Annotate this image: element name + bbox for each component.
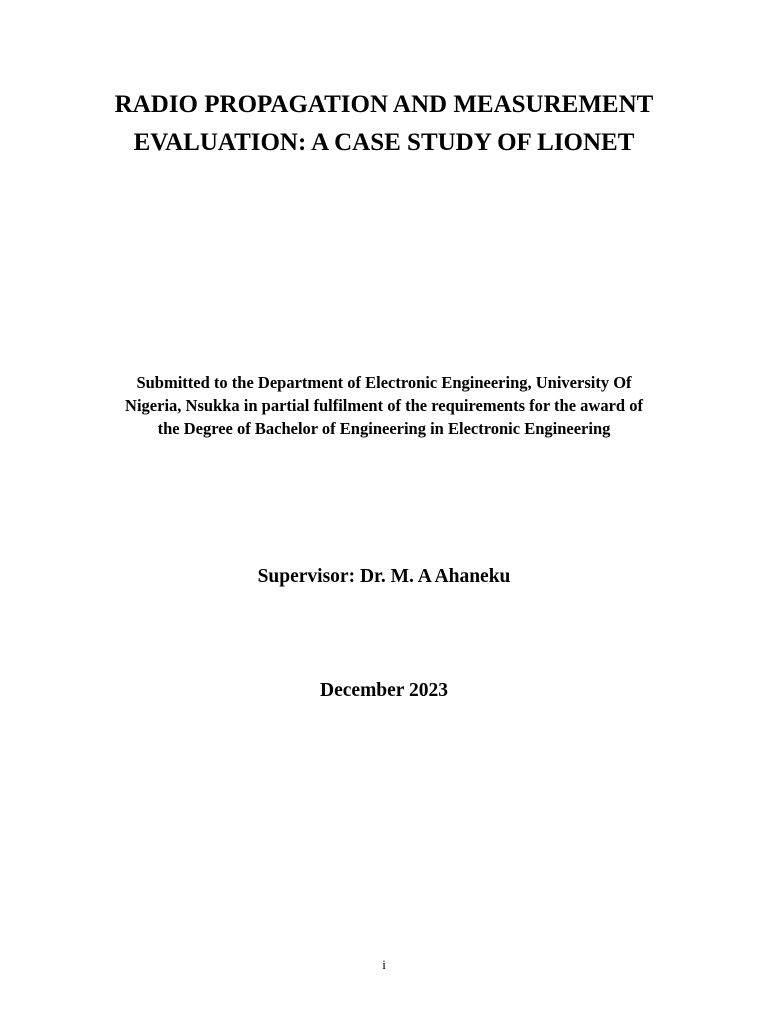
title-line-1: RADIO PROPAGATION AND MEASUREMENT (114, 91, 654, 118)
supervisor-line: Supervisor: Dr. M. A Ahaneku (257, 566, 511, 587)
page-number: i (382, 957, 386, 972)
submission-line-2: Nigeria, Nsukka in partial fulfilment of the requirements for the award of (125, 396, 643, 415)
title-line-2: EVALUATION: A CASE STUDY OF LIONET (133, 129, 635, 156)
document-title (0, 86, 768, 162)
submission-line-1: Submitted to the Department of Electronic Engineering, University Of (136, 373, 632, 392)
submission-date: December 2023 (320, 680, 448, 701)
submission-statement (0, 371, 768, 440)
submission-line-3: the Degree of Bachelor of Engineering in Electronic Engineering (157, 419, 611, 438)
